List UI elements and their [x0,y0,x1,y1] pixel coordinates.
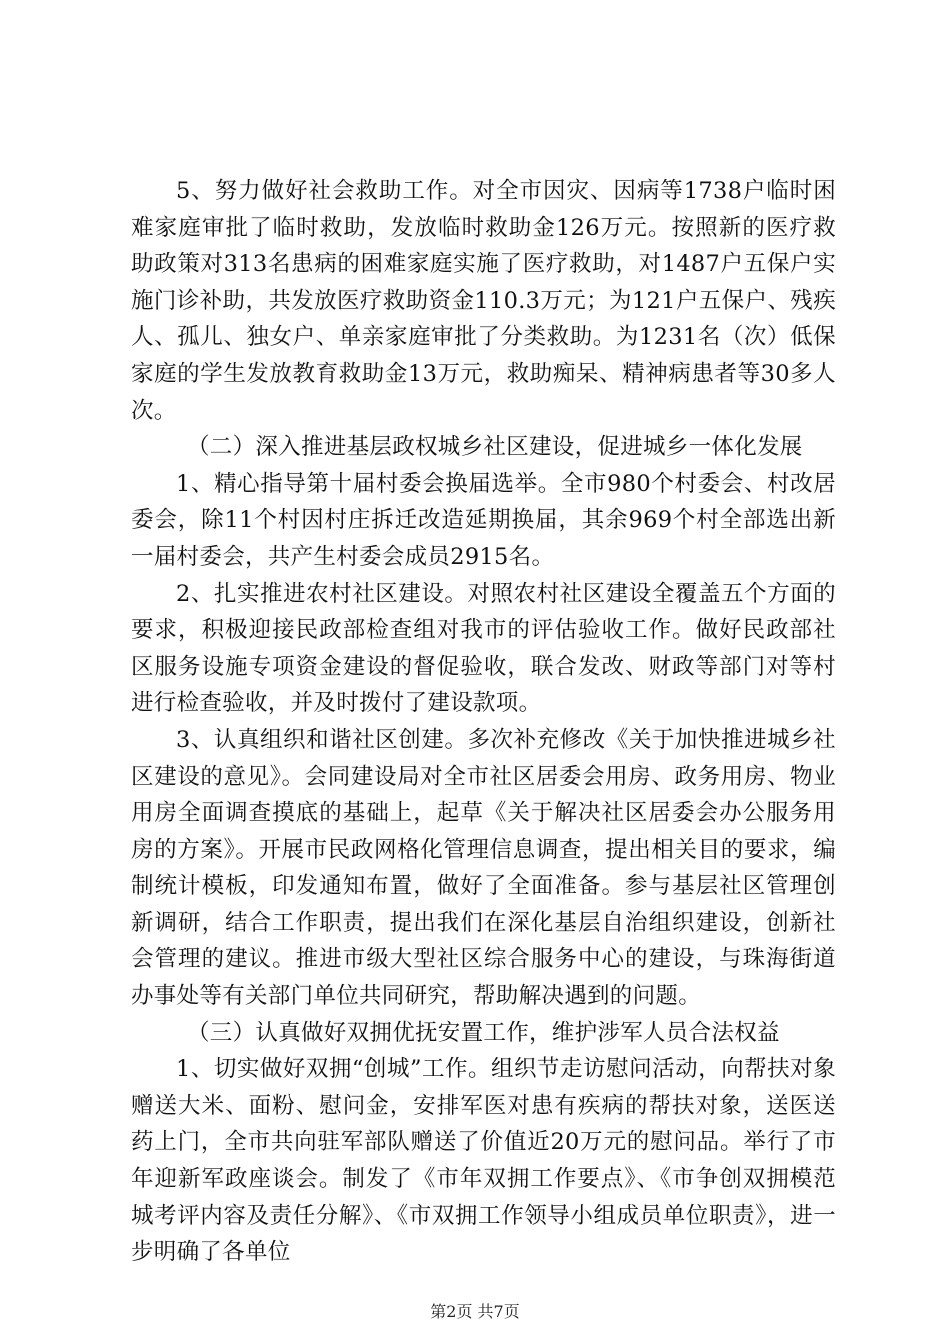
page-number-footer: 第2页 共7页 [430,1302,520,1321]
paragraph-harmonious-community: 3、认真组织和谐社区创建。多次补充修改《关于加快推进城乡社区建设的意见》。会同建设局对全市社区居委会用房、政务用房、物业用房全面调查摸底的基础上，起草《关于解决社区居委会办公服务用房的方案》。开展市民政网格化管理信息调查，提出相关目的要求，编制统计模板，印发通知布置，做好了全面准备。参与基层社区管理创新调研，结合工作职责，提出我们在深化基层自治组织建设，创新社会管理的建议。推进市级大型社区综合服务中心的建设，与珠海街道办事处等有关部门单位共同研究，帮助解决遇到的问题。 [131,726,836,1010]
section-heading-community-building: （二）深入推进基层政权城乡社区建设，促进城乡一体化发展 [187,434,803,461]
paragraph-rural-community: 2、扎实推进农村社区建设。对照农村社区建设全覆盖五个方面的要求，积极迎接民政部检查组对我市的评估验收工作。做好民政部社区服务设施专项资金建设的督促验收，联合发改、财政等部门对等村进行检查验收，并及时拨付了建设款项。 [131,580,836,717]
paragraph-double-support: 1、切实做好双拥“创城”工作。组织节走访慰问活动，向帮扶对象赠送大米、面粉、慰问金，安排军医对患有疾病的帮扶对象，送医送药上门，全市共向驻军部队赠送了价值近20万元的慰问品。举行了市年迎新军政座谈会。制发了《市年双拥工作要点》、《市争创双拥模范城考评内容及责任分解》、《市双拥工作领导小组成员单位职责》，进一步明确了各单位 [131,1056,836,1266]
section-heading-military-support: （三）认真做好双拥优抚安置工作，维护涉军人员合法权益 [187,1019,780,1046]
paragraph-village-election: 1、精心指导第十届村委会换届选举。全市980个村委会、村改居委会，除11个村因村庄拆迁改造延期换届，其余969个村全部选出新一届村委会，共产生村委会成员2915名。 [131,470,836,570]
paragraph-social-assistance: 5、努力做好社会救助工作。对全市因灾、因病等1738户临时困难家庭审批了临时救助，发放临时救助金126万元。按照新的医疗救助政策对313名患病的困难家庭实施了医疗救助，对1487户五保户实施门诊补助，共发放医疗救助资金110.3万元；为121户五保户、残疾人、孤儿、独女户、单亲家庭审批了分类救助。为1231名（次）低保家庭的学生发放教育救助金13万元，救助痴呆、精神病患者等30多人次。 [131,178,836,424]
document-body [131,173,836,1271]
